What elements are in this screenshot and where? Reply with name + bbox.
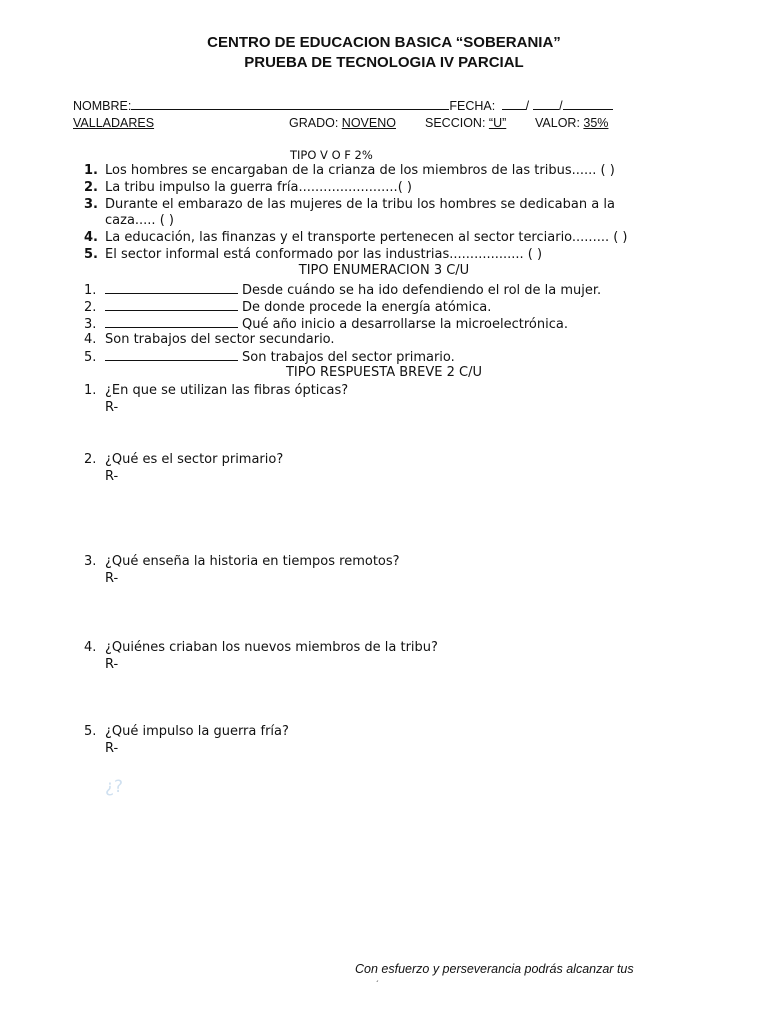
faint-question-mark: ¿? — [105, 777, 124, 797]
nombre-label: NOMBRE: — [73, 99, 132, 113]
seccion-label: SECCION: — [425, 116, 489, 130]
section-enumeration-title: TIPO ENUMERACION 3 C/U — [298, 263, 470, 278]
enum-item-5 — [84, 348, 455, 366]
grado-label: GRADO: — [289, 116, 342, 130]
item-number: 4. — [84, 640, 97, 655]
item-number: 2. — [84, 180, 98, 195]
item-text: ¿Qué es el sector primario? — [105, 452, 284, 467]
short-question-4 — [84, 640, 438, 656]
tf-item-1 — [84, 163, 615, 179]
answer-prefix-5: R- — [105, 741, 119, 756]
enum-item-2 — [84, 298, 491, 316]
item-text: Qué año inicio a desarrollarse la microelectrónica. — [242, 317, 568, 332]
item-number: 5. — [84, 350, 97, 365]
item-text: Durante el embarazo de las mujeres de la tribu los hombres se dedicaban a la — [105, 197, 615, 212]
item-number: 3. — [84, 197, 98, 212]
answer-prefix-1: R- — [105, 400, 119, 415]
item-text: ¿Qué impulso la guerra fría? — [105, 724, 289, 739]
item-number: 5. — [84, 724, 97, 739]
item-number: 1. — [84, 283, 97, 298]
short-question-5 — [84, 724, 289, 740]
tf-item-4 — [84, 230, 628, 246]
item-text: De donde procede la energía atómica. — [242, 300, 492, 315]
short-question-1 — [84, 383, 348, 399]
answer-blank — [105, 281, 238, 294]
valor-value: 35% — [583, 116, 609, 130]
item-number: 4. — [84, 332, 97, 347]
short-question-3 — [84, 554, 400, 570]
item-number: 3. — [84, 554, 97, 569]
item-text: La tribu impulso la guerra fría........................( ) — [105, 180, 412, 195]
month-blank — [533, 98, 559, 110]
enum-item-1 — [84, 281, 601, 299]
seccion-field — [425, 116, 506, 130]
short-question-2 — [84, 452, 283, 468]
answer-prefix-4: R- — [105, 657, 119, 672]
name-date-row — [73, 98, 613, 113]
answer-blank — [105, 315, 238, 328]
school-title: CENTRO DE EDUCACION BASICA “SOBERANIA” — [207, 34, 561, 51]
footer-fragment: ´ — [375, 980, 379, 989]
item-text: Los hombres se encargaban de la crianza de los miembros de las tribus...... ( ) — [105, 163, 615, 178]
enum-item-4 — [84, 332, 335, 348]
item-text: ¿Quiénes criaban los nuevos miembros de la tribu? — [105, 640, 438, 655]
item-text: Son trabajos del sector secundario. — [105, 332, 335, 347]
answer-blank — [105, 298, 238, 311]
answer-blank — [105, 348, 238, 361]
exam-title: PRUEBA DE TECNOLOGIA IV PARCIAL — [244, 54, 524, 71]
item-text: Son trabajos del sector primario. — [242, 350, 455, 365]
grado-value: NOVENO — [341, 116, 396, 130]
seccion-value: “U” — [488, 116, 507, 130]
tf-item-2 — [84, 180, 412, 196]
fecha-label: FECHA: — [449, 99, 499, 113]
section-true-false-title: TIPO V O F 2% — [290, 148, 373, 162]
item-text: El sector informal está conformado por las industrias.................. ( ) — [105, 247, 543, 262]
item-number: 3. — [84, 317, 97, 332]
date-sep-1: / — [525, 99, 530, 113]
answer-prefix-2: R- — [105, 469, 119, 484]
name-continuation: VALLADARES — [73, 116, 155, 130]
name-blank — [131, 98, 449, 110]
item-text: La educación, las finanzas y el transporte pertenecen al sector terciario......... ( ) — [105, 230, 628, 245]
item-number: 2. — [84, 452, 97, 467]
day-blank — [502, 98, 526, 110]
section-short-answer-title: TIPO RESPUESTA BREVE 2 C/U — [285, 365, 483, 380]
footer-motto: Con esfuerzo y perseverancia podrás alcanzar tus — [355, 962, 634, 976]
tf-item-3 — [84, 197, 615, 213]
enum-item-3 — [84, 315, 568, 333]
valor-label: VALOR: — [535, 116, 584, 130]
tf-item-5 — [84, 247, 542, 263]
item-text: ¿En que se utilizan las fibras ópticas? — [105, 383, 349, 398]
item-number: 1. — [84, 163, 98, 178]
answer-prefix-3: R- — [105, 571, 119, 586]
item-number: 5. — [84, 247, 98, 262]
date-sep-2: / — [559, 99, 563, 113]
item-number: 1. — [84, 383, 97, 398]
item-text: Desde cuándo se ha ido defendiendo el rol de la mujer. — [242, 283, 602, 298]
item-number: 4. — [84, 230, 98, 245]
tf-item-3-continuation: caza..... ( ) — [105, 213, 174, 228]
grado-field — [289, 116, 396, 130]
item-number: 2. — [84, 300, 97, 315]
year-blank — [563, 98, 613, 110]
valor-field — [535, 116, 608, 130]
item-text: ¿Qué enseña la historia en tiempos remotos? — [105, 554, 400, 569]
